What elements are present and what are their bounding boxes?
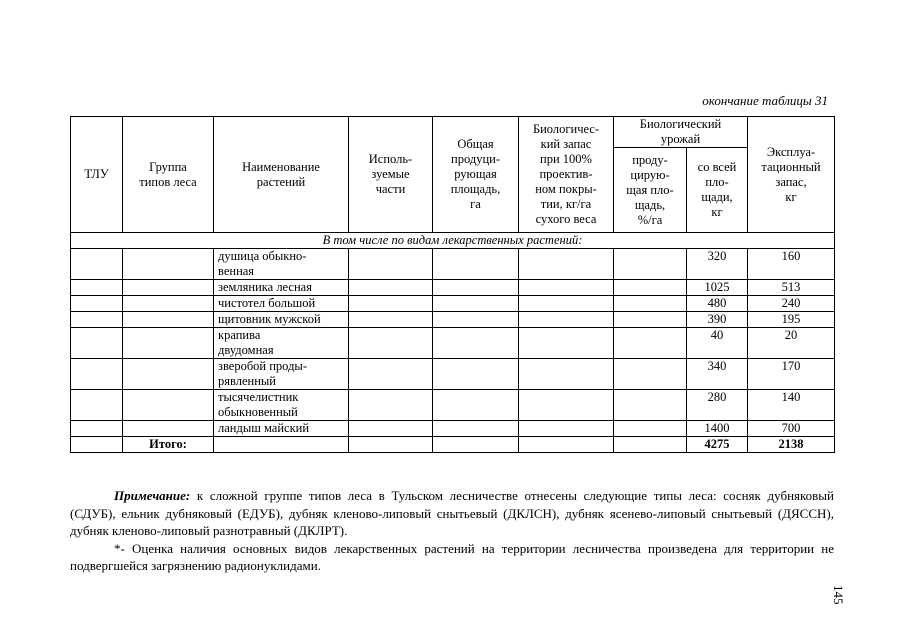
table-row xyxy=(71,421,835,437)
page-number: 145 xyxy=(831,585,846,605)
cell-forest-group xyxy=(123,390,214,421)
cell-forest-group xyxy=(123,359,214,390)
cell-plant-name: ландыш майский xyxy=(214,421,349,437)
note-paragraph xyxy=(70,487,834,540)
table-row xyxy=(71,296,835,312)
cell-forest-group xyxy=(123,421,214,437)
cell-plant-name: щитовник мужской xyxy=(214,312,349,328)
header-exploitation-stock: Эксплуа- тационный запас, кг xyxy=(748,117,835,233)
cell-forest-group xyxy=(123,249,214,280)
cell-tlu xyxy=(71,437,123,453)
cell-bio-stock xyxy=(519,296,614,312)
cell-tlu xyxy=(71,249,123,280)
cell-used-parts xyxy=(349,296,433,312)
cell-plant-name: чистотел большой xyxy=(214,296,349,312)
cell-exploitation-stock: 20 xyxy=(748,328,835,359)
cell-producing-area xyxy=(614,328,687,359)
cell-whole-yield: 340 xyxy=(687,359,748,390)
cell-total-area xyxy=(433,328,519,359)
total-row xyxy=(71,437,835,453)
cell-total-area xyxy=(433,421,519,437)
cell-bio-stock xyxy=(519,280,614,296)
cell-total-area xyxy=(433,280,519,296)
header-tlu: ТЛУ xyxy=(71,117,123,233)
cell-used-parts xyxy=(349,359,433,390)
total-yield: 4275 xyxy=(687,437,748,453)
cell-bio-stock xyxy=(519,390,614,421)
cell-plant-name: зверобой проды- рявленный xyxy=(214,359,349,390)
cell-used-parts xyxy=(349,421,433,437)
header-producing-area: проду- цирую- щая пло- щадь, %/га xyxy=(614,148,687,233)
cell-total-area xyxy=(433,359,519,390)
cell-plant-name: крапива двудомная xyxy=(214,328,349,359)
cell-used-parts xyxy=(349,390,433,421)
cell-tlu xyxy=(71,280,123,296)
cell-used-parts xyxy=(349,312,433,328)
cell-total-area xyxy=(433,390,519,421)
cell-forest-group xyxy=(123,328,214,359)
cell-tlu xyxy=(71,390,123,421)
header-bio-stock: Биологичес- кий запас при 100% проектив- ном покры- тии, кг/га сухого веса xyxy=(519,117,614,233)
cell-exploitation-stock: 240 xyxy=(748,296,835,312)
cell-exploitation-stock: 700 xyxy=(748,421,835,437)
cell-forest-group xyxy=(123,312,214,328)
cell-tlu xyxy=(71,421,123,437)
cell-forest-group xyxy=(123,296,214,312)
cell-total-area xyxy=(433,296,519,312)
cell-plant-name: тысячелистник обыкновенный xyxy=(214,390,349,421)
cell-whole-yield: 40 xyxy=(687,328,748,359)
cell-producing-area xyxy=(614,359,687,390)
cell-bio-stock xyxy=(519,312,614,328)
table-caption: окончание таблицы 31 xyxy=(702,93,828,108)
total-stock: 2138 xyxy=(748,437,835,453)
header-bio-yield: Биологический урожай xyxy=(614,117,748,148)
cell-tlu xyxy=(71,328,123,359)
cell-whole-yield: 1025 xyxy=(687,280,748,296)
cell-total-area xyxy=(433,249,519,280)
header-used-parts: Исполь- зуемые части xyxy=(349,117,433,233)
cell-producing-area xyxy=(614,312,687,328)
note-text: к сложной группе типов леса в Тульском лесничестве отнесены следующие типы леса: сосняк дубняковый (СДУБ), ельник дубняковый (ЕДУБ), дубняк кленово-липовый снытьевый (ДКЛСН), дубняк ясенево-липовый снытьевый (ДЯССН), дубняк кленово-липовый разнотравный (ДКЛРТ). xyxy=(70,488,834,538)
cell-used-parts xyxy=(349,328,433,359)
cell-used-parts xyxy=(349,249,433,280)
cell-tlu xyxy=(71,312,123,328)
cell-plant-name: земляника лесная xyxy=(214,280,349,296)
cell-used-parts xyxy=(349,280,433,296)
header-forest-group: Группа типов леса xyxy=(123,117,214,233)
notes-block xyxy=(70,487,834,575)
note-lead: Примечание: xyxy=(114,488,191,503)
cell-whole-yield: 280 xyxy=(687,390,748,421)
cell-tlu xyxy=(71,296,123,312)
cell-exploitation-stock: 195 xyxy=(748,312,835,328)
total-label: Итого: xyxy=(123,437,214,453)
header-plant-name: Наименование растений xyxy=(214,117,349,233)
cell-bio-stock xyxy=(519,249,614,280)
table-row xyxy=(71,328,835,359)
cell-whole-yield: 320 xyxy=(687,249,748,280)
cell-tlu xyxy=(71,359,123,390)
header-total-area: Общая продуци- рующая площадь, га xyxy=(433,117,519,233)
cell-forest-group xyxy=(123,280,214,296)
cell-exploitation-stock: 513 xyxy=(748,280,835,296)
cell-exploitation-stock: 160 xyxy=(748,249,835,280)
cell-exploitation-stock: 170 xyxy=(748,359,835,390)
table-row xyxy=(71,359,835,390)
cell-plant-name: душица обыкно- венная xyxy=(214,249,349,280)
cell-bio-stock xyxy=(519,328,614,359)
cell-exploitation-stock: 140 xyxy=(748,390,835,421)
cell-producing-area xyxy=(614,249,687,280)
cell-whole-yield: 390 xyxy=(687,312,748,328)
table-row xyxy=(71,249,835,280)
cell-whole-yield: 480 xyxy=(687,296,748,312)
cell-producing-area xyxy=(614,280,687,296)
cell-bio-stock xyxy=(519,421,614,437)
medicinal-plants-table xyxy=(70,116,835,453)
footnote-paragraph: *- Оценка наличия основных видов лекарственных растений на территории лесничества произведена для территории не подвергшейся загрязнению радионуклидами. xyxy=(70,540,834,573)
header-whole-area: со всей пло- щади, кг xyxy=(687,148,748,233)
table-row xyxy=(71,390,835,421)
table-row xyxy=(71,280,835,296)
subheader-medicinal: В том числе по видам лекарственных растений: xyxy=(71,233,835,249)
cell-total-area xyxy=(433,312,519,328)
cell-producing-area xyxy=(614,421,687,437)
cell-producing-area xyxy=(614,390,687,421)
cell-bio-stock xyxy=(519,359,614,390)
cell-producing-area xyxy=(614,296,687,312)
cell-whole-yield: 1400 xyxy=(687,421,748,437)
table-row xyxy=(71,312,835,328)
